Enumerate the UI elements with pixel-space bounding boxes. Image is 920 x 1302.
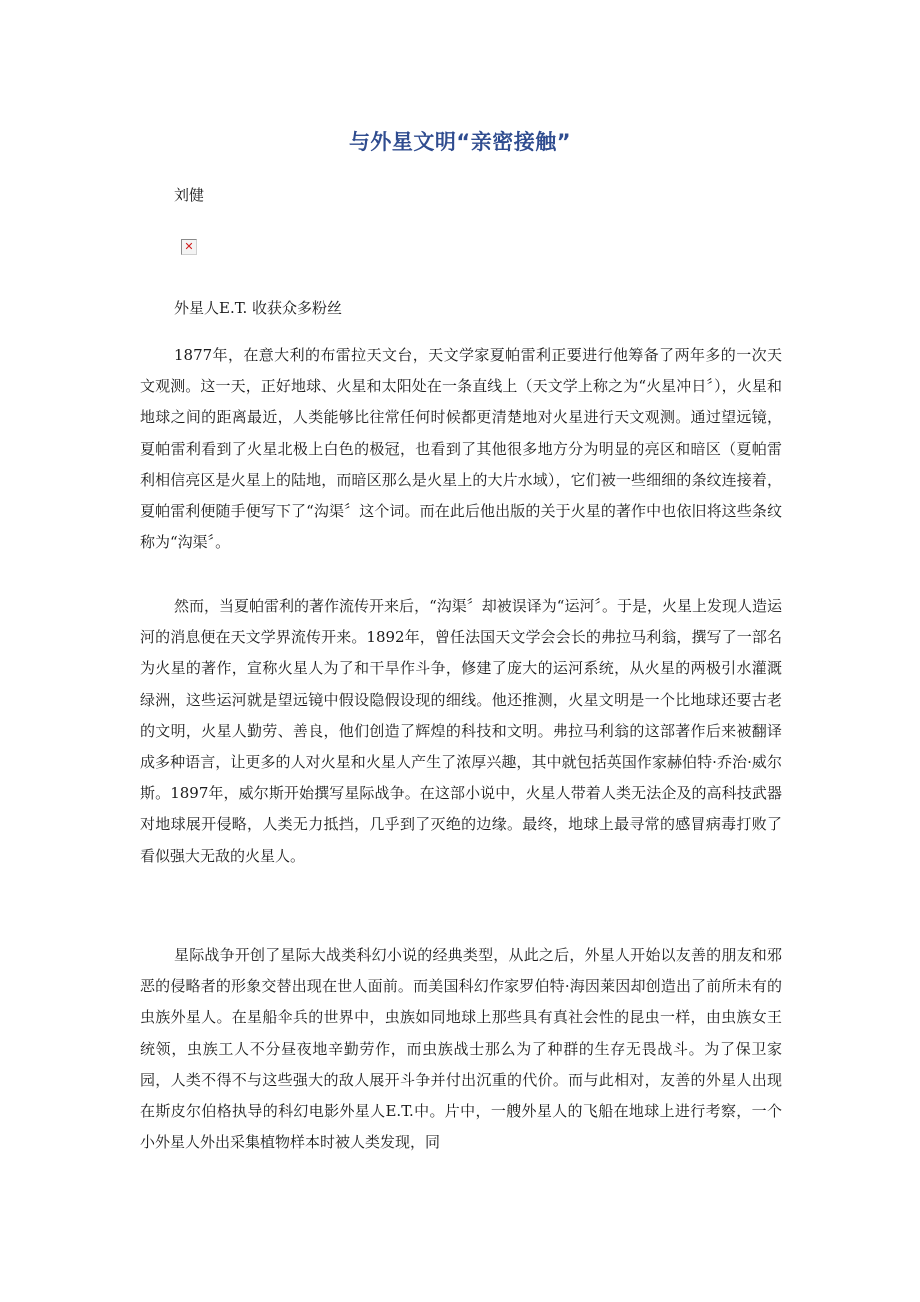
author-name: 刘健 — [174, 186, 205, 204]
paragraph-text: 星际战争开创了星际大战类科幻小说的经典类型，从此之后，外星人开始以友善的朋友和邪恶的侵略者的形象交替出现在世人面前。而美国科幻作家罗伯特·海因莱因却创造出了前所未有的虫族外星人。在星船伞兵的世界中，虫族如同地球上那些具有真社会性的昆虫一样，由虫族女王统领，虫族工人不分昼夜地辛勤劳作，而虫族战士那么为了种群的生存无畏战斗。为了保卫家园，人类不得不与这些强大的敌人展开斗争并付出沉重的代价。而与此相对，友善的外星人出现在斯皮尔伯格执导的科幻电影外星人E.T.中。片中，一艘外星人的飞船在地球上进行考察，一个小外星人外出采集植物样本时被人类发现，同 — [140, 946, 782, 1152]
section-subheading: 外星人E.T. 收获众多粉丝 — [174, 299, 343, 317]
document-title: 与外星文明“亲密接触” — [348, 130, 572, 154]
paragraph-text: 1877年，在意大利的布雷拉天文台，天文学家夏帕雷利正要进行他筹备了两年多的一次天文观测。这一天，正好地球、火星和太阳处在一条直线上（天文学上称之为“火星冲日〞），火星和地球之间的距离最近，人类能够比往常任何时候都更清楚地对火星进行天文观测。通过望远镜，夏帕雷利看到了火星北极上白色的极冠，也看到了其他很多地方分为明显的亮区和暗区（夏帕雷利相信亮区是火星上的陆地，而暗区那么是火星上的大片水域），它们被一些细细的条纹连接着，夏帕雷利便随手便写下了“沟渠〞这个词。而在此后他出版的关于火星的著作中也依旧将这些条纹称为“沟渠〞。 — [140, 346, 782, 552]
broken-image-icon — [181, 239, 197, 255]
close-x-icon: ✕ — [184, 240, 194, 253]
paragraph-1 — [140, 340, 782, 558]
paragraph-3 — [140, 940, 782, 1158]
paragraph-text: 然而，当夏帕雷利的著作流传开来后，“沟渠〞却被误译为“运河〞。于是，火星上发现人造运河的消息便在天文学界流传开来。1892年，曾任法国天文学会会长的弗拉马利翁，撰写了一部名为火星的著作，宣称火星人为了和干旱作斗争，修建了庞大的运河系统，从火星的两极引水灌溉绿洲，这些运河就是望远镜中假设隐假设现的细线。他还推测，火星文明是一个比地球还要古老的文明，火星人勤劳、善良，他们创造了辉煌的科技和文明。弗拉马利翁的这部著作后来被翻译成多种语言，让更多的人对火星和火星人产生了浓厚兴趣，其中就包括英国作家赫伯特·乔治·威尔斯。1897年，威尔斯开始撰写星际战争。在这部小说中，火星人带着人类无法企及的高科技武器对地球展开侵略，人类无力抵挡，几乎到了灭绝的边缘。最终，地球上最寻常的感冒病毒打败了看似强大无敌的火星人。 — [140, 597, 782, 865]
paragraph-2 — [140, 591, 782, 872]
